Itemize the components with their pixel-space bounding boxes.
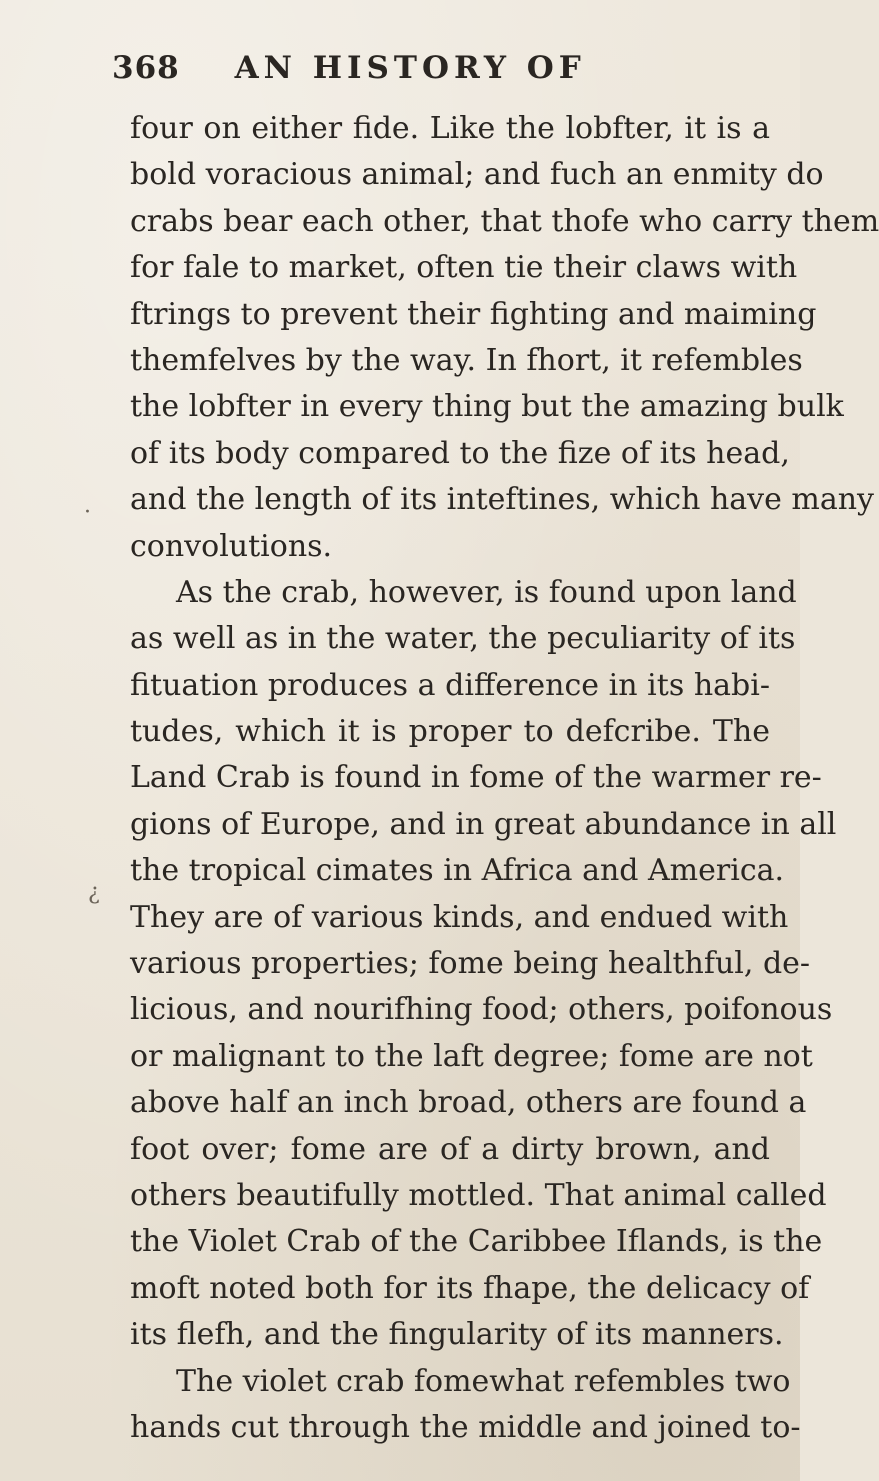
- text-line: its flefh, and the fingularity of its manners.: [130, 1317, 784, 1353]
- text-line: the lobfter in every thing but the amazing bulk: [130, 389, 844, 425]
- text-line: bold voracious animal; and fuch an enmity do: [130, 157, 824, 193]
- text-line: four on either fide. Like the lobfter, it is a: [130, 111, 770, 146]
- text-line: They are of various kinds, and endued with: [130, 899, 789, 935]
- text-line: as well as in the water, the peculiarity of its: [130, 621, 796, 657]
- text-line: Land Crab is found in fome of the warmer re-: [130, 760, 822, 796]
- text-line: moft noted both for its fhape, the delicacy of: [130, 1270, 810, 1306]
- page-header: [112, 50, 672, 102]
- text-line: hands cut through the middle and joined to-: [130, 1409, 801, 1445]
- text-line: various properties; fome being healthful, de-: [130, 946, 811, 982]
- text-line: foot over; fome are of a dirty brown, and: [130, 1131, 770, 1167]
- paragraph-start-line: The violet crab fomewhat refembles two: [176, 1363, 791, 1399]
- page-number: 368: [112, 50, 180, 86]
- margin-mark: ¿: [88, 880, 100, 905]
- body-text: [130, 106, 879, 1466]
- text-line: the Violet Crab of the Caribbee Iflands, is the: [130, 1224, 823, 1260]
- paragraph-start-line: As the crab, however, is found upon land: [176, 574, 797, 610]
- text-line: tudes, which it is proper to defcribe. The: [130, 714, 770, 750]
- text-line: above half an inch broad, others are found a: [130, 1085, 807, 1121]
- text-line: or malignant to the laft degree; fome are not: [130, 1038, 813, 1074]
- text-line: licious, and nourifhing food; others, poifonous: [130, 992, 833, 1028]
- text-line: the tropical cimates in Africa and America.: [130, 853, 785, 889]
- text-line: for fale to market, often tie their claws with: [130, 250, 798, 286]
- text-line: themfelves by the way. In fhort, it refembles: [130, 342, 803, 378]
- text-line: of its body compared to the fize of its head,: [130, 435, 790, 471]
- text-line: gions of Europe, and in great abundance in all: [130, 806, 837, 842]
- text-line: fituation produces a difference in its habi-: [130, 667, 770, 703]
- margin-mark: ·: [84, 500, 91, 525]
- text-line: ftrings to prevent their fighting and maiming: [130, 296, 817, 332]
- text-line: and the length of its inteftines, which have many: [130, 482, 875, 518]
- text-line: crabs bear each other, that thofe who carry them: [130, 203, 879, 239]
- text-line: convolutions.: [130, 528, 333, 564]
- running-head: AN HISTORY OF: [234, 50, 586, 86]
- text-line: others beautifully mottled. That animal called: [130, 1177, 827, 1213]
